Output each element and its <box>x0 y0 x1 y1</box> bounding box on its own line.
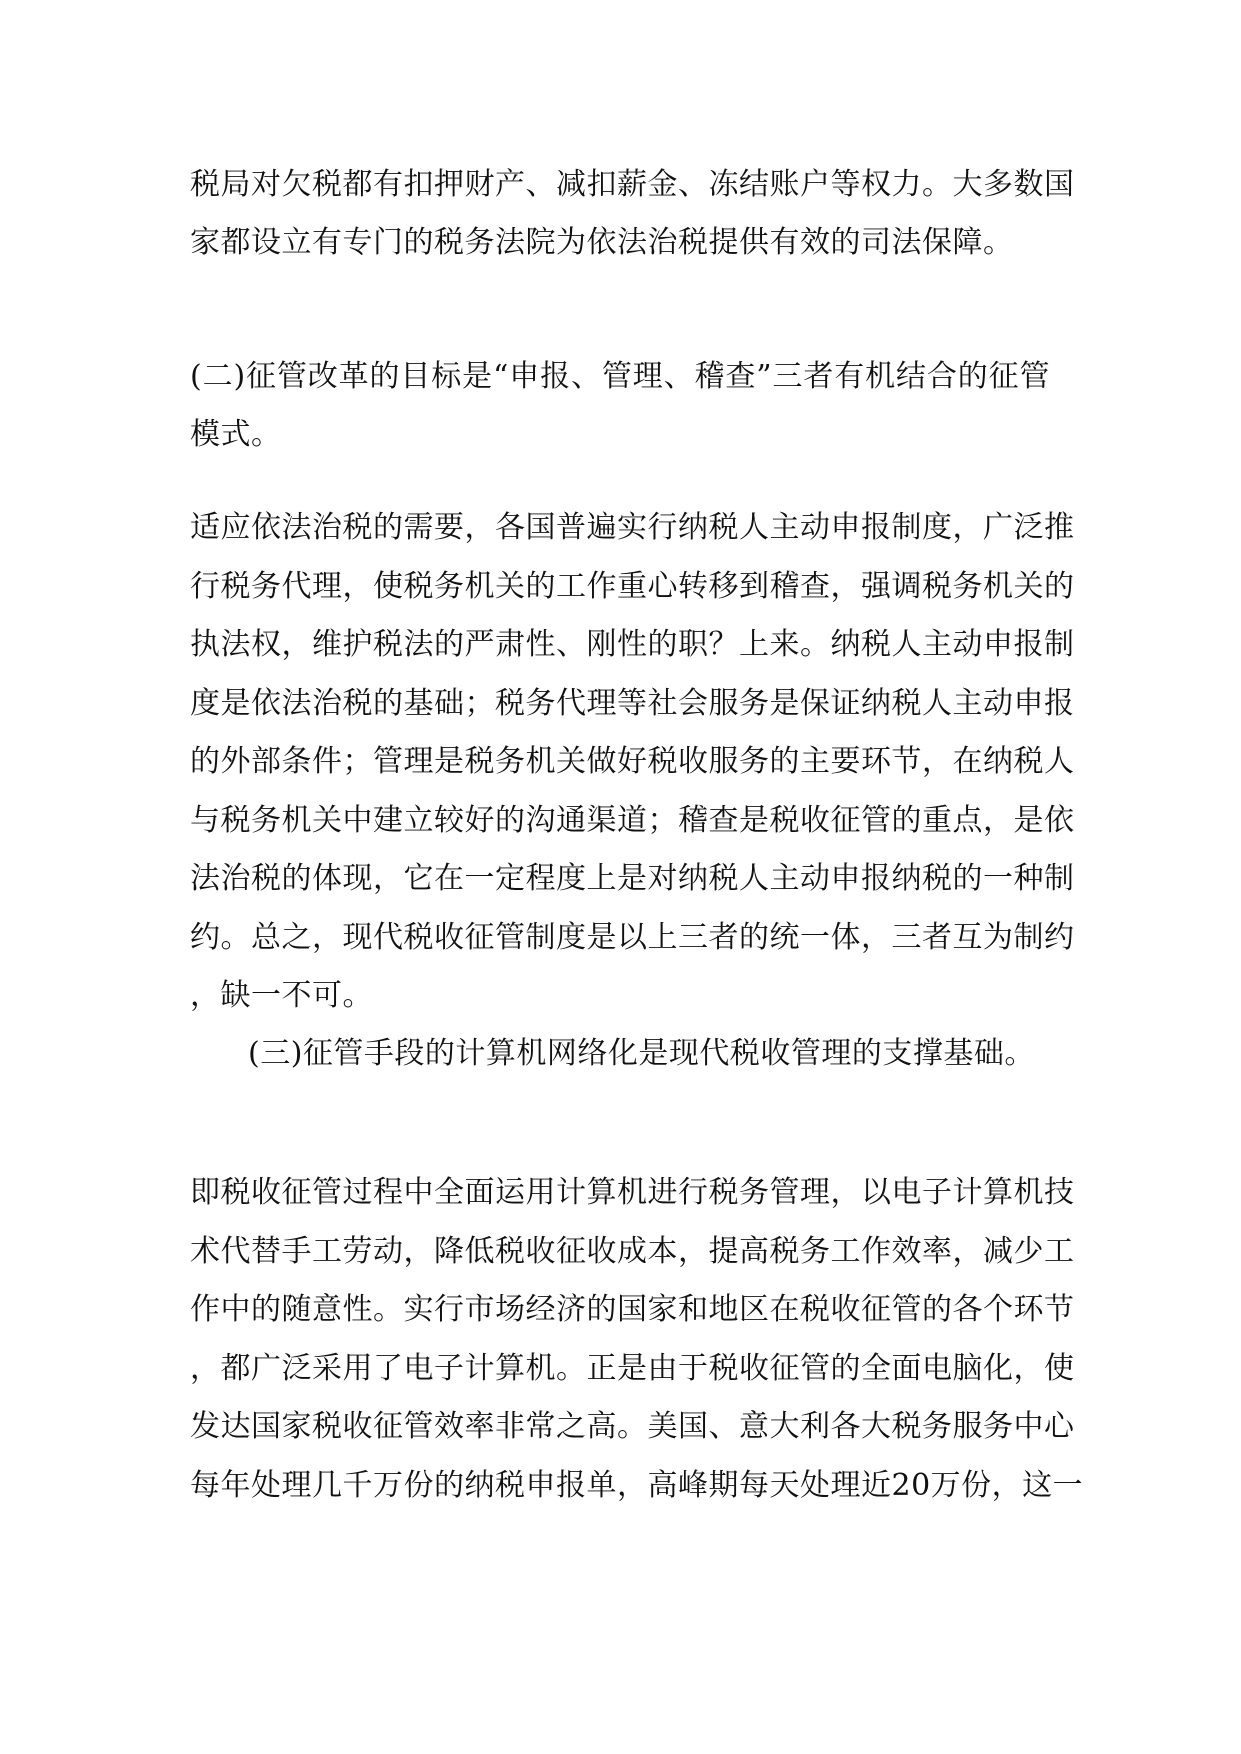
text-line: 税局对欠税都有扣押财产、减扣薪金、冻结账户等权力。大多数国 <box>190 167 1075 202</box>
text-line: 度是依法治税的基础；税务代理等社会服务是保证纳税人主动申报 <box>190 686 1075 721</box>
text-line: 家都设立有专门的税务法院为依法治税提供有效的司法保障。 <box>190 225 1014 260</box>
text-line: 每年处理几千万份的纳税申报单，高峰期每天处理近20万份，这一 <box>190 1468 1084 1503</box>
section-heading: 模式。 <box>190 417 282 452</box>
text-line: 执法权，维护税法的严肃性、刚性的职？上来。纳税人主动申报制 <box>190 627 1075 662</box>
text-line: 法治税的体现，它在一定程度上是对纳税人主动申报纳税的一种制 <box>190 861 1075 896</box>
section-heading: (三)征管手段的计算机网络化是现代税收管理的支撑基础。 <box>248 1036 1035 1071</box>
text-line: 约。总之，现代税收征管制度是以上三者的统一体，三者互为制约 <box>190 920 1075 955</box>
text-line: 的外部条件；管理是税务机关做好税收服务的主要环节，在纳税人 <box>190 744 1075 779</box>
text-line: 行税务代理，使税务机关的工作重心转移到稽查，强调税务机关的 <box>190 569 1075 604</box>
text-line: 作中的随意性。实行市场经济的国家和地区在税收征管的各个环节 <box>190 1292 1075 1327</box>
text-line: 发达国家税收征管效率非常之高。美国、意大利各大税务服务中心 <box>190 1409 1075 1444</box>
text-line: 适应依法治税的需要，各国普遍实行纳税人主动申报制度，广泛推 <box>190 510 1075 545</box>
text-line: ，都广泛采用了电子计算机。正是由于税收征管的全面电脑化，使 <box>190 1351 1075 1386</box>
text-line: 与税务机关中建立较好的沟通渠道；稽查是税收征管的重点，是依 <box>190 803 1075 838</box>
text-line: ，缺一不可。 <box>190 978 373 1013</box>
text-line: 术代替手工劳动，降低税收征收成本，提高税务工作效率，减少工 <box>190 1234 1075 1269</box>
text-line: 即税收征管过程中全面运用计算机进行税务管理，以电子计算机技 <box>190 1175 1075 1210</box>
section-heading: (二)征管改革的目标是“申报、管理、稽查”三者有机结合的征管 <box>190 359 1050 394</box>
